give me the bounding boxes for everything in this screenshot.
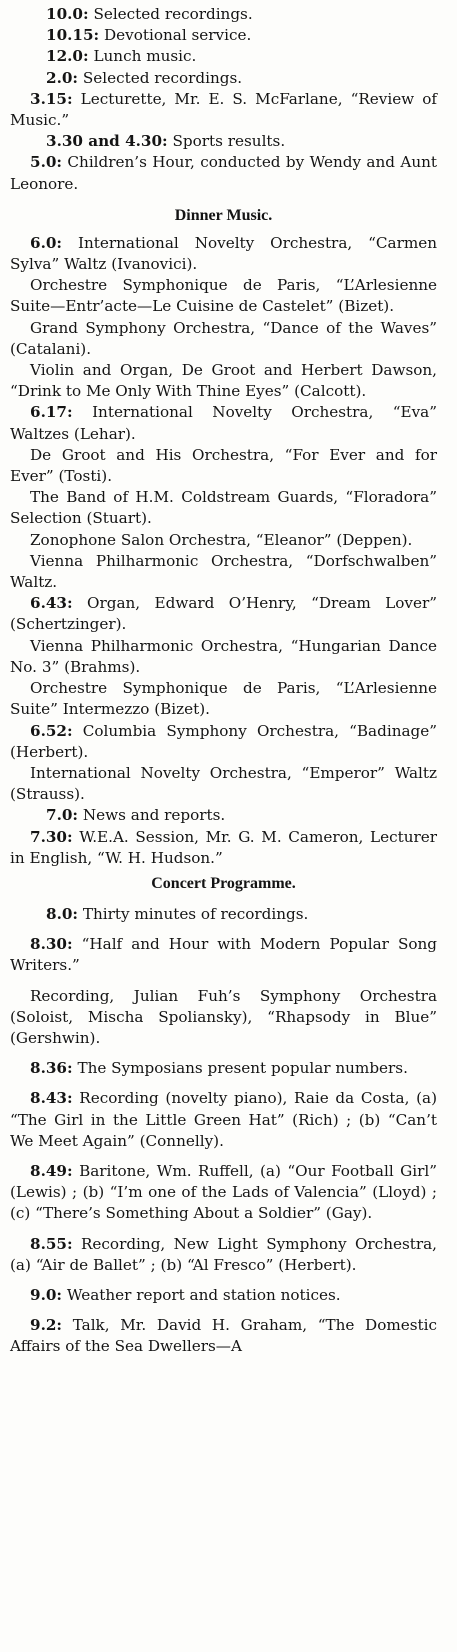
entry-text: International Novelty Orchestra, “Eva” Waltzes (Lehar). xyxy=(10,403,437,443)
programme-entry xyxy=(10,402,437,444)
entry-text: International Novelty Orchestra, “Carmen Sylva” Waltz (Ivanovici). xyxy=(10,233,438,274)
entry-time: 10.0: xyxy=(46,5,89,23)
section-heading: Dinner Music. xyxy=(174,206,273,224)
entry-time: 5.0: xyxy=(30,153,63,172)
programme-entry xyxy=(10,1315,437,1357)
programme-entry xyxy=(10,530,437,551)
entry-text: The Band of H.M. Coldstream Guards, “Floradora” Selection (Stuart). xyxy=(10,488,437,528)
entry-text: Grand Symphony Orchestra, “Dance of the Waves” (Catalani). xyxy=(10,318,437,358)
entry-text: Thirty minutes of recordings. xyxy=(82,904,309,923)
entry-text: Sports results. xyxy=(172,132,286,151)
entry-text: Talk, Mr. David H. Graham, “The Domestic Affairs of the Sea Dwellers—A xyxy=(10,1316,438,1356)
programme-entry xyxy=(10,68,437,89)
entry-time: 8.36: xyxy=(30,1059,73,1078)
programme-entry xyxy=(10,131,437,152)
programme-entry xyxy=(10,1285,437,1306)
programme-entry xyxy=(10,805,437,826)
entry-time: 3.30 and 4.30: xyxy=(46,132,168,151)
entry-time: 8.49: xyxy=(30,1161,73,1180)
programme-entry xyxy=(10,1161,437,1225)
entry-time: 8.55: xyxy=(30,1234,73,1253)
programme-entry xyxy=(10,1058,437,1079)
section-heading: Concert Programme. xyxy=(151,874,296,892)
programme-entry xyxy=(10,551,437,593)
entry-text: Recording (novelty piano), Raie da Costa, (a) “The Girl in the Little Green Hat” (Rich) ; (b) “Can’t We Meet Again” (Connelly). xyxy=(10,1089,438,1150)
entry-text: International Novelty Orchestra, “Emperor” Waltz (Strauss). xyxy=(10,763,437,804)
programme-entry xyxy=(10,89,437,131)
entry-time: 8.0: xyxy=(46,904,79,923)
entry-time: 8.43: xyxy=(30,1089,73,1108)
entry-text: Vienna Philharmonic Orchestra, “Dorfschwalben” Waltz. xyxy=(10,551,437,592)
programme-entry xyxy=(10,152,437,194)
entry-text: Orchestre Symphonique de Paris, “L’Arlesienne Suite—Entr’acte—Le Cuisine de Castelet” (Bizet). xyxy=(10,276,437,316)
entry-time: 9.0: xyxy=(30,1285,63,1304)
programme-entry xyxy=(10,827,437,869)
entry-text: Recording, New Light Symphony Orchestra, (a) “Air de Ballet” ; (b) “Al Fresco” (Herbert). xyxy=(10,1234,438,1274)
entry-text: Columbia Symphony Orchestra, “Badinage” (Herbert). xyxy=(10,721,438,761)
entry-text: Devotional service. xyxy=(104,26,252,45)
entry-time: 12.0: xyxy=(46,47,89,66)
programme-entry xyxy=(10,678,437,720)
programme-entry xyxy=(10,763,437,805)
entry-text: Lunch music. xyxy=(93,47,197,66)
programme-entry xyxy=(10,4,437,25)
entry-time: 7.30: xyxy=(30,827,73,846)
programme-entry xyxy=(10,904,437,925)
programme-entry xyxy=(10,445,437,487)
entry-time: 6.52: xyxy=(30,721,73,740)
entry-text: De Groot and His Orchestra, “For Ever and for Ever” (Tosti). xyxy=(10,445,437,486)
entry-text: Violin and Organ, De Groot and Herbert Dawson, “Drink to Me Only With Thine Eyes” (Calcott). xyxy=(10,361,437,401)
programme-entry xyxy=(10,46,437,67)
entry-time: 3.15: xyxy=(30,89,73,108)
entry-text: Lecturette, Mr. E. S. McFarlane, “Review of Music.” xyxy=(10,89,437,130)
programme-entry xyxy=(10,1234,437,1276)
programme-entry xyxy=(10,934,437,976)
entry-text: Weather report and station notices. xyxy=(66,1285,341,1304)
entry-text: Baritone, Wm. Ruffell, (a) “Our Football Girl” (Lewis) ; (b) “I’m one of the Lads of Valencia” (Lloyd) ; (c) “There’s Something About a Soldier” (Gay). xyxy=(10,1161,438,1223)
programme-entry xyxy=(10,636,437,678)
entry-time: 10.15: xyxy=(46,26,100,45)
programme-entry xyxy=(10,318,437,360)
entry-text: Recording, Julian Fuh’s Symphony Orchestra (Soloist, Mischa Spoliansky), “Rhapsody in Blue” (Gershwin). xyxy=(10,986,437,1047)
programme-entry xyxy=(10,275,437,317)
programme-entry xyxy=(10,1088,437,1152)
programme-entry xyxy=(10,487,437,529)
programme-entry xyxy=(10,593,437,635)
entry-text: Children’s Hour, conducted by Wendy and Aunt Leonore. xyxy=(10,153,438,193)
entry-time: 6.17: xyxy=(30,403,73,422)
entry-time: 6.0: xyxy=(30,233,63,252)
entry-time: 6.43: xyxy=(30,594,73,613)
programme-entry xyxy=(10,233,437,275)
entry-time: 2.0: xyxy=(46,68,79,87)
entry-text: Organ, Edward O’Henry, “Dream Lover” (Schertzinger). xyxy=(10,594,437,634)
entry-text: Selected recordings. xyxy=(93,5,253,23)
entry-text: Orchestre Symphonique de Paris, “L’Arlesienne Suite” Intermezzo (Bizet). xyxy=(10,679,437,719)
entry-text: News and reports. xyxy=(82,806,226,825)
entry-text: W.E.A. Session, Mr. G. M. Cameron, Lecturer in English, “W. H. Hudson.” xyxy=(10,827,437,867)
programme-entry xyxy=(10,360,437,402)
programme-entry xyxy=(10,721,437,763)
entry-text: Zonophone Salon Orchestra, “Eleanor” (Deppen). xyxy=(30,530,413,549)
programme-entry xyxy=(10,986,437,1050)
entry-time: 7.0: xyxy=(46,806,79,825)
entry-text: Selected recordings. xyxy=(82,68,243,87)
entry-text: “Half and Hour with Modern Popular Song Writers.” xyxy=(10,935,437,975)
entry-text: Vienna Philharmonic Orchestra, “Hungarian Dance No. 3” (Brahms). xyxy=(10,636,437,676)
programme-entry xyxy=(10,25,437,46)
entry-time: 8.30: xyxy=(30,935,73,954)
entry-text: The Symposians present popular numbers. xyxy=(77,1059,408,1078)
entry-time: 9.2: xyxy=(30,1316,63,1335)
